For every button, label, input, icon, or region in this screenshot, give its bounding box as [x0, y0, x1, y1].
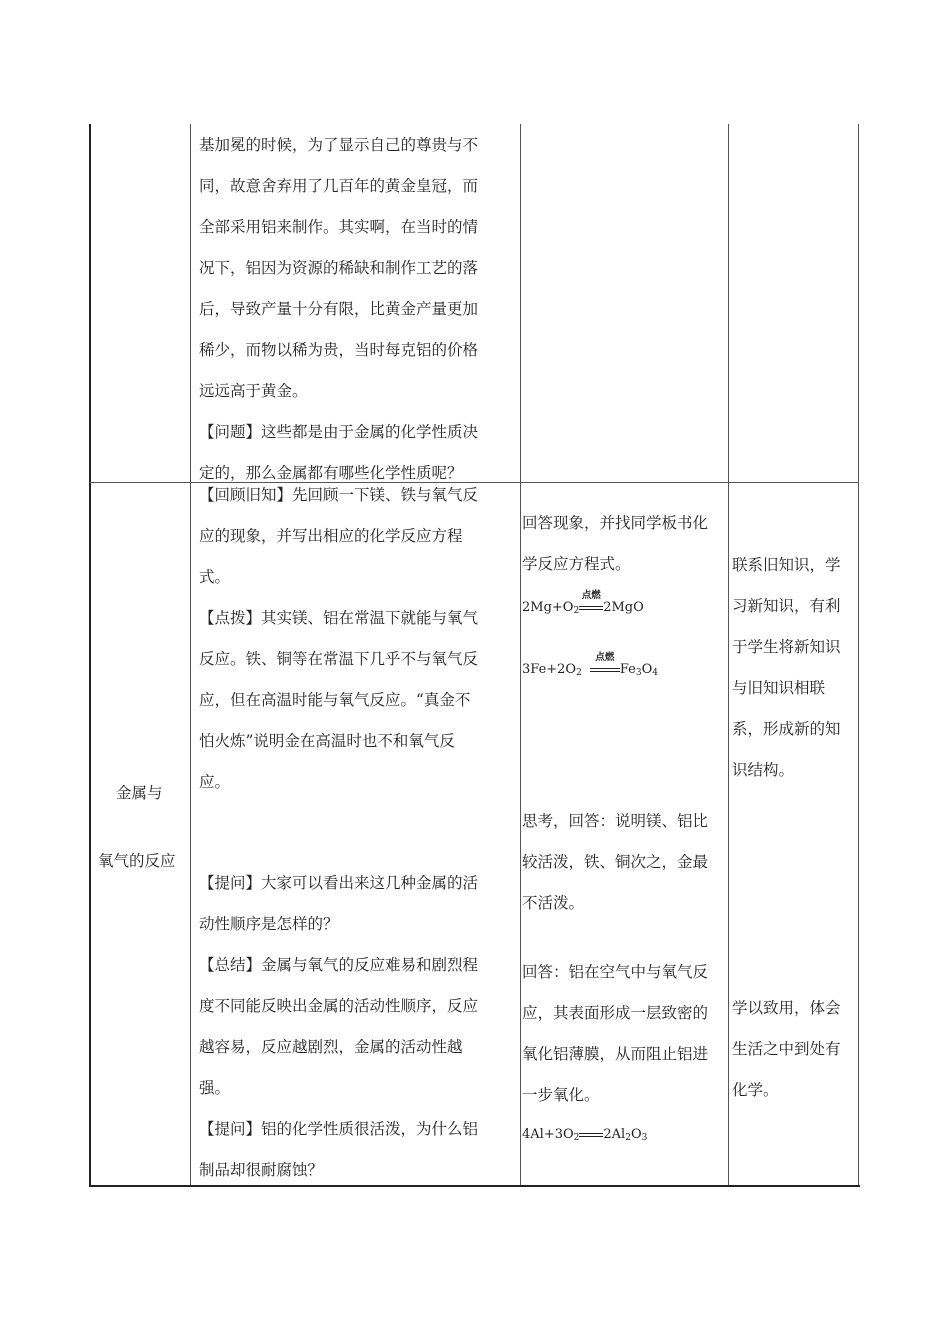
- text-line: 应，其表面形成一层致密的: [522, 1004, 709, 1022]
- text-line: 【提问】铝的化学性质很活泼，为什么铝: [199, 1120, 479, 1138]
- text-line: 学反应方程式。: [522, 555, 631, 573]
- text-line: 应。: [199, 773, 231, 791]
- student-activity-answer: [522, 503, 727, 585]
- text-line: 系，形成新的知: [732, 720, 841, 738]
- reaction-arrow: [590, 652, 620, 677]
- text-line: 动性顺序是怎样的？: [199, 915, 339, 933]
- text-line: 回答现象，并找同学板书化: [522, 514, 709, 532]
- text-line: 回答：铝在空气中与氧气反: [522, 963, 709, 981]
- text-line: 同，故意舍弃用了几百年的黄金皇冠，而: [199, 177, 479, 195]
- text-line: 况下，铝因为资源的稀缺和制作工艺的落: [199, 259, 479, 277]
- text-line: 应的现象，并写出相应的化学反应方程: [199, 527, 463, 545]
- subscript: 3: [635, 668, 642, 678]
- text-line: 【提问】大家可以看出来这几种金属的活: [199, 874, 479, 892]
- equation-products: 2MgO: [603, 600, 644, 615]
- equation-fe-o2: [522, 652, 658, 678]
- text-line: 化学。: [732, 1081, 779, 1099]
- text-line: 与旧知识相联: [732, 679, 826, 697]
- text-line: 后，导致产量十分有限，比黄金产量更加: [199, 300, 479, 318]
- text-line: 强。: [199, 1079, 231, 1097]
- table-border-right: [858, 124, 859, 1186]
- teacher-activity-review: [199, 475, 511, 803]
- text-line: 【点拨】其实镁、铝在常温下就能与氧气: [199, 609, 479, 627]
- text-line: 较活泼，铁、铜次之，金最: [522, 853, 709, 871]
- text-line: 【问题】这些都是由于金属的化学性质决: [199, 423, 479, 441]
- text-line: 于学生将新知识: [732, 638, 841, 656]
- equation-al-o2: [522, 1127, 647, 1143]
- student-activity-aluminum: [522, 952, 727, 1116]
- text-line: 式。: [199, 568, 231, 586]
- equation-products: O: [630, 1127, 642, 1142]
- text-line: 学以致用，体会: [732, 999, 841, 1017]
- equation-reactants: 2Mg+O: [522, 600, 574, 615]
- topic-label-line2: 氧气的反应: [98, 852, 176, 870]
- text-line: 制品却很耐腐蚀？: [199, 1161, 324, 1179]
- row1-teacher-activity: [199, 125, 511, 494]
- equation-products: O: [641, 662, 653, 677]
- text-line: 越容易，反应越剧烈，金属的活动性越: [199, 1038, 463, 1056]
- reaction-arrow: [579, 1127, 603, 1142]
- reaction-condition: 点燃: [581, 590, 601, 601]
- table-border-left: [89, 124, 91, 1186]
- text-line: 识结构。: [732, 761, 795, 779]
- equation-mg-o2: [522, 590, 644, 616]
- text-line: 应，但在高温时能与氧气反应。“真金不: [199, 691, 471, 709]
- text-line: 定的，那么金属都有哪些化学性质呢？: [199, 464, 463, 482]
- reaction-arrow: [579, 590, 603, 615]
- reaction-condition: 点燃: [595, 652, 615, 663]
- text-line: 度不同能反映出金属的活动性顺序，反应: [199, 997, 479, 1015]
- text-line: 习新知识，有利: [732, 597, 841, 615]
- subscript: 2: [573, 606, 580, 616]
- text-line: 基加冕的时候，为了显示自己的尊贵与不: [199, 136, 479, 154]
- design-intent-apply: [732, 988, 856, 1111]
- subscript: 4: [652, 668, 658, 678]
- text-line: 【回顾旧知】先回顾一下镁、铁与氧气反: [199, 486, 479, 504]
- equation-products: Fe: [619, 662, 636, 677]
- text-line: 生活之中到处有: [732, 1040, 841, 1058]
- text-line: 思考，回答：说明镁、铝比: [522, 812, 709, 830]
- equation-products: 2Al: [603, 1127, 626, 1142]
- subscript: 3: [641, 1133, 648, 1143]
- text-line: 全部采用铝来制作。其实啊，在当时的情: [199, 218, 479, 236]
- text-line: 怕火炼”说明金在高温时也不和氧气反: [199, 732, 455, 750]
- design-intent-connect: [732, 545, 856, 791]
- subscript: 2: [573, 1133, 580, 1143]
- student-activity-think: [522, 801, 727, 924]
- equation-reactants: 3Fe+2O: [522, 662, 577, 677]
- text-line: 不活泼。: [522, 894, 585, 912]
- column-divider-3: [728, 124, 729, 1186]
- teacher-activity-question: [199, 863, 511, 1191]
- text-line: 稀少，而物以稀为贵，当时每克铝的价格: [199, 341, 479, 359]
- column-divider-1: [190, 124, 191, 1186]
- text-line: 【总结】金属与氧气的反应难易和剧烈程: [199, 956, 479, 974]
- topic-label-line1: 金属与: [116, 784, 163, 802]
- text-line: 远远高于黄金。: [199, 382, 308, 400]
- column-divider-2: [520, 124, 521, 1186]
- subscript: 2: [625, 1133, 631, 1143]
- equation-reactants: 4Al+3O: [522, 1127, 574, 1142]
- text-line: 一步氧化。: [522, 1086, 600, 1104]
- text-line: 氧化铝薄膜，从而阻止铝进: [522, 1045, 709, 1063]
- text-line: 反应。铁、铜等在常温下几乎不与氧气反: [199, 650, 479, 668]
- subscript: 2: [576, 668, 582, 678]
- text-line: 联系旧知识，学: [732, 556, 841, 574]
